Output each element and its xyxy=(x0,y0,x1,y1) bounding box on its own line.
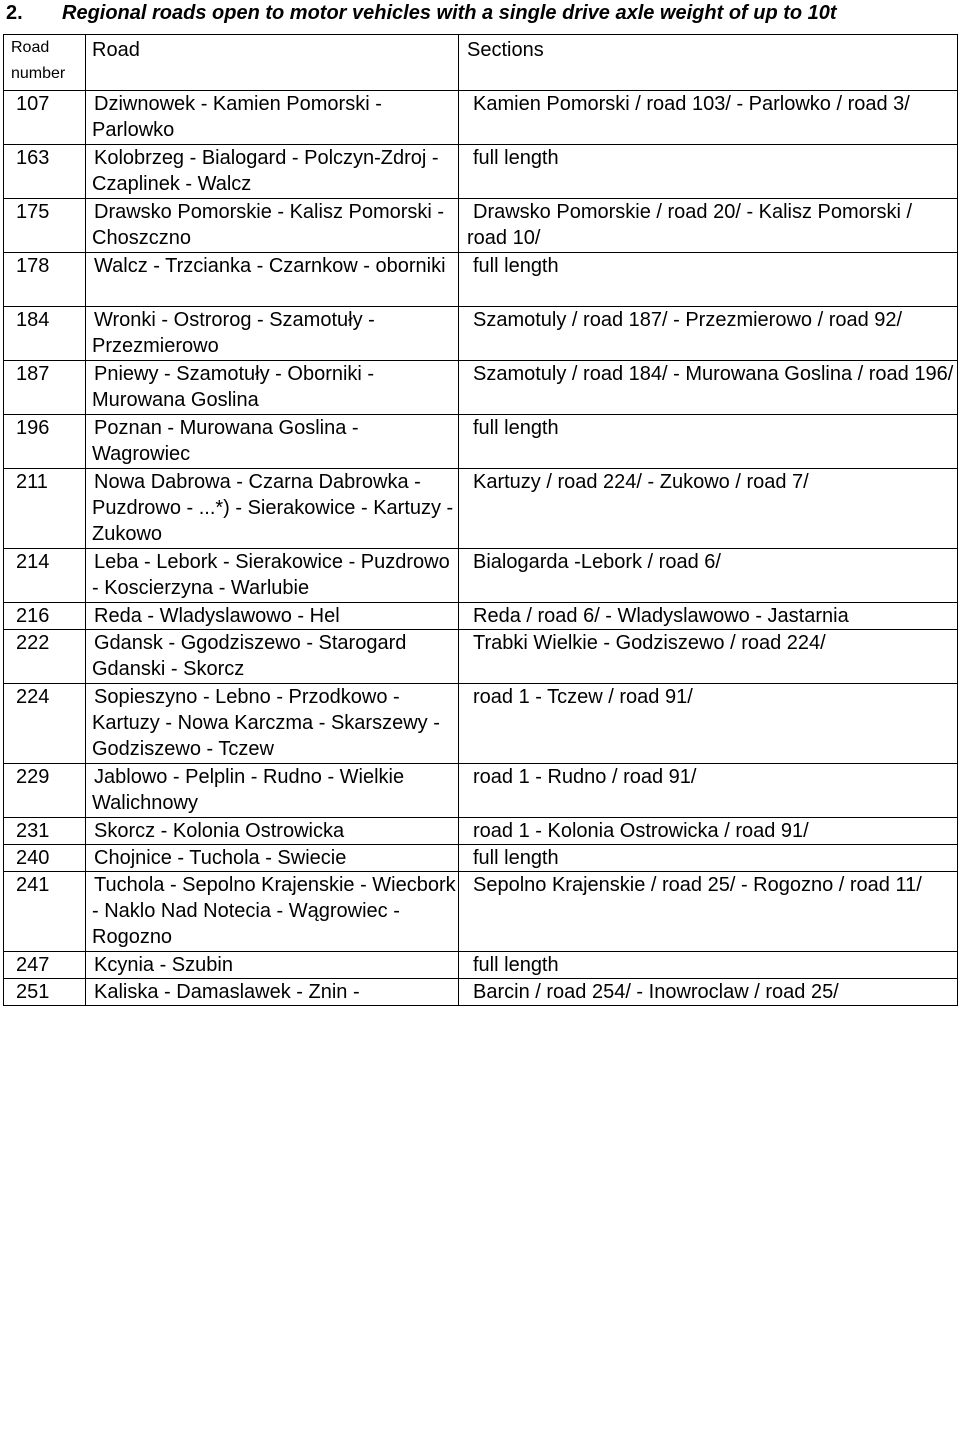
road-number-cell: 224 xyxy=(4,684,86,764)
table-row xyxy=(4,845,958,872)
table-row xyxy=(4,549,958,603)
table-row xyxy=(4,872,958,952)
road-number-cell: 229 xyxy=(4,764,86,818)
road-number-cell: 247 xyxy=(4,952,86,979)
road-name-cell: Skorcz - Kolonia Ostrowicka xyxy=(86,818,459,845)
sections-cell: road 1 - Rudno / road 91/ xyxy=(459,764,958,818)
road-name-cell: Dziwnowek - Kamien Pomorski - Parlowko xyxy=(86,91,459,145)
sections-cell: full length xyxy=(459,952,958,979)
sections-cell: full length xyxy=(459,253,958,307)
table-header-row xyxy=(4,35,958,91)
table-row xyxy=(4,684,958,764)
sections-cell: full length xyxy=(459,145,958,199)
sections-cell: road 1 - Tczew / road 91/ xyxy=(459,684,958,764)
road-name-cell: Wronki - Ostrorog - Szamotuły - Przezmierowo xyxy=(86,307,459,361)
sections-cell: full length xyxy=(459,415,958,469)
sections-cell: Drawsko Pomorskie / road 20/ - Kalisz Pomorski / road 10/ xyxy=(459,199,958,253)
road-number-cell: 241 xyxy=(4,872,86,952)
sections-cell: Trabki Wielkie - Godziszewo / road 224/ xyxy=(459,630,958,684)
sections-cell: Sepolno Krajenskie / road 25/ - Rogozno / road 11/ xyxy=(459,872,958,952)
sections-cell: Kamien Pomorski / road 103/ - Parlowko / road 3/ xyxy=(459,91,958,145)
table-row xyxy=(4,253,958,307)
table-row xyxy=(4,630,958,684)
road-number-cell: 184 xyxy=(4,307,86,361)
road-name-cell: Drawsko Pomorskie - Kalisz Pomorski - Choszczno xyxy=(86,199,459,253)
road-number-cell: 175 xyxy=(4,199,86,253)
table-row xyxy=(4,145,958,199)
road-number-cell: 107 xyxy=(4,91,86,145)
header-sections: Sections xyxy=(459,35,958,91)
table-row xyxy=(4,818,958,845)
header-road: Road xyxy=(86,35,459,91)
table-row xyxy=(4,764,958,818)
sections-cell: Barcin / road 254/ - Inowroclaw / road 25/ xyxy=(459,979,958,1006)
road-number-cell: 216 xyxy=(4,603,86,630)
road-name-cell: Walcz - Trzcianka - Czarnkow - oborniki xyxy=(86,253,459,307)
road-number-cell: 222 xyxy=(4,630,86,684)
road-name-cell: Sopieszyno - Lebno - Przodkowo - Kartuzy - Nowa Karczma - Skarszewy - Godziszewo - Tczew xyxy=(86,684,459,764)
road-name-cell: Kcynia - Szubin xyxy=(86,952,459,979)
road-name-cell: Gdansk - Ggodziszewo - Starogard Gdanski - Skorcz xyxy=(86,630,459,684)
road-name-cell: Nowa Dabrowa - Czarna Dabrowka - Puzdrowo - ...*) - Sierakowice - Kartuzy - Zukowo xyxy=(86,469,459,549)
sections-cell: road 1 - Kolonia Ostrowicka / road 91/ xyxy=(459,818,958,845)
table-row xyxy=(4,361,958,415)
road-number-cell: 163 xyxy=(4,145,86,199)
table-row xyxy=(4,469,958,549)
road-name-cell: Tuchola - Sepolno Krajenskie - Wiecbork - Naklo Nad Notecia - Wągrowiec - Rogozno xyxy=(86,872,459,952)
road-name-cell: Kolobrzeg - Bialogard - Polczyn-Zdroj - Czaplinek - Walcz xyxy=(86,145,459,199)
sections-cell: Szamotuly / road 184/ - Murowana Goslina / road 196/ xyxy=(459,361,958,415)
sections-cell: Bialogarda -Lebork / road 6/ xyxy=(459,549,958,603)
sections-cell: Kartuzy / road 224/ - Zukowo / road 7/ xyxy=(459,469,958,549)
sections-cell: Reda / road 6/ - Wladyslawowo - Jastarnia xyxy=(459,603,958,630)
road-number-cell: 214 xyxy=(4,549,86,603)
road-number-cell: 251 xyxy=(4,979,86,1006)
regional-roads-table xyxy=(3,34,958,1006)
table-row xyxy=(4,979,958,1006)
road-name-cell: Jablowo - Pelplin - Rudno - Wielkie Walichnowy xyxy=(86,764,459,818)
road-number-cell: 211 xyxy=(4,469,86,549)
road-name-cell: Poznan - Murowana Goslina - Wagrowiec xyxy=(86,415,459,469)
road-number-cell: 231 xyxy=(4,818,86,845)
table-row xyxy=(4,307,958,361)
road-name-cell: Reda - Wladyslawowo - Hel xyxy=(86,603,459,630)
road-number-cell: 178 xyxy=(4,253,86,307)
road-name-cell: Leba - Lebork - Sierakowice - Puzdrowo - Koscierzyna - Warlubie xyxy=(86,549,459,603)
table-row xyxy=(4,952,958,979)
header-road-number: Road number xyxy=(4,35,86,91)
section-number: 2. xyxy=(6,2,23,24)
road-number-cell: 187 xyxy=(4,361,86,415)
road-name-cell: Pniewy - Szamotuły - Oborniki - Murowana Goslina xyxy=(86,361,459,415)
road-name-cell: Kaliska - Damaslawek - Znin - xyxy=(86,979,459,1006)
road-number-cell: 196 xyxy=(4,415,86,469)
section-heading xyxy=(6,0,956,26)
table-row xyxy=(4,415,958,469)
road-number-cell: 240 xyxy=(4,845,86,872)
sections-cell: full length xyxy=(459,845,958,872)
sections-cell: Szamotuly / road 187/ - Przezmierowo / road 92/ xyxy=(459,307,958,361)
road-name-cell: Chojnice - Tuchola - Swiecie xyxy=(86,845,459,872)
table-row xyxy=(4,199,958,253)
table-row xyxy=(4,603,958,630)
table-row xyxy=(4,91,958,145)
section-title: Regional roads open to motor vehicles with a single drive axle weight of up to 10t xyxy=(62,2,837,24)
